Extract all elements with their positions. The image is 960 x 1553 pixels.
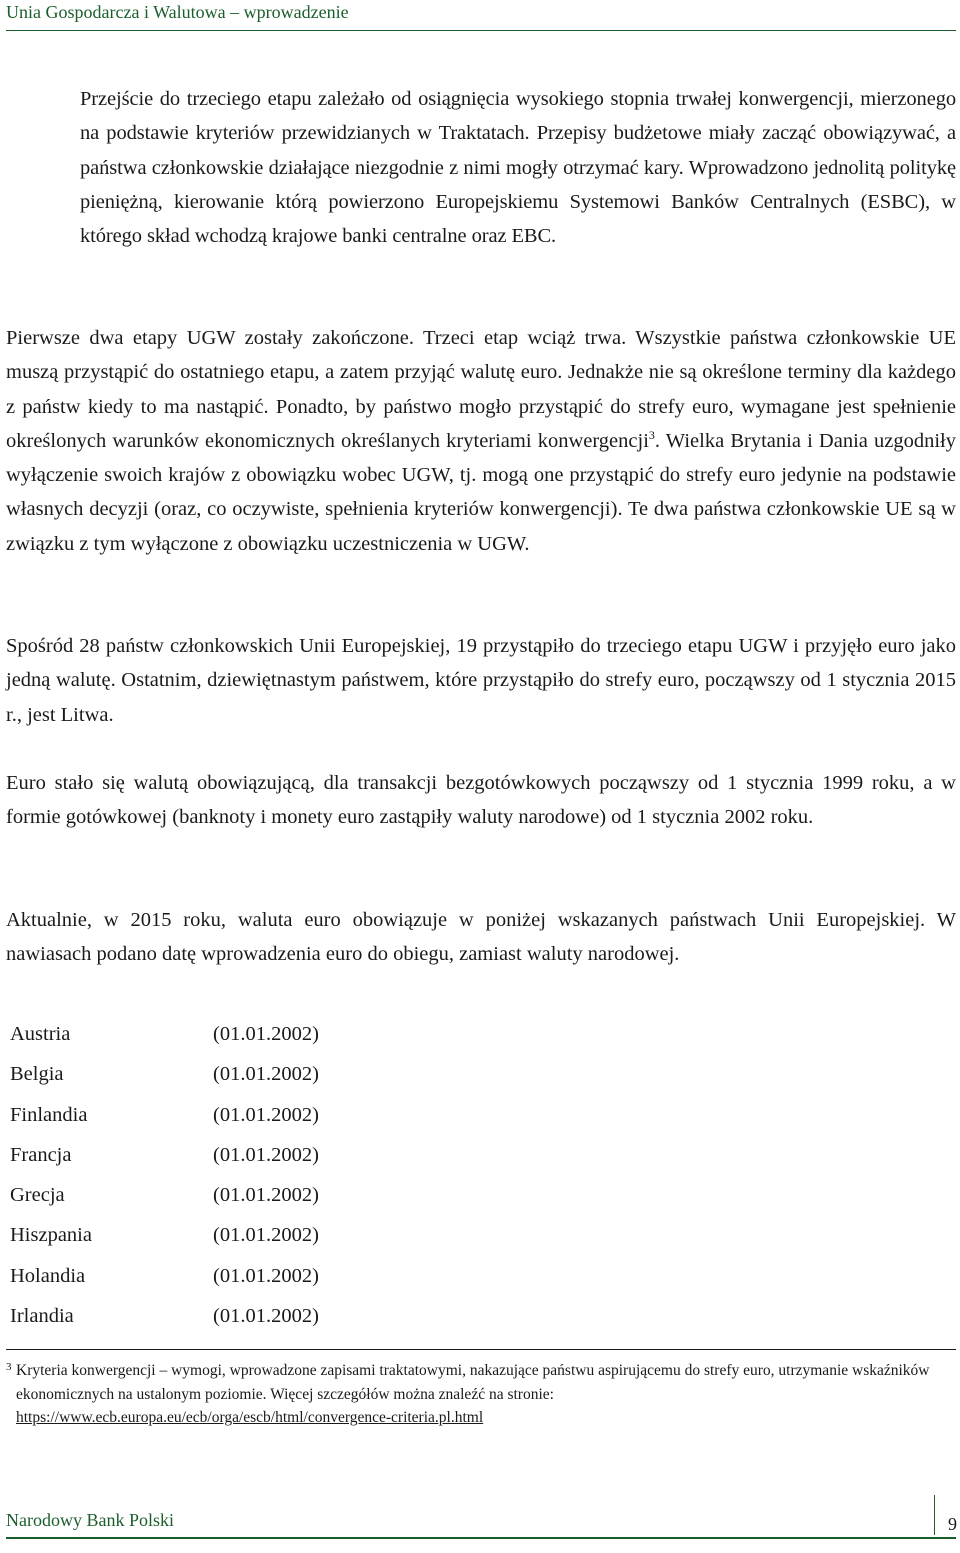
country-name: Belgia [10,1063,64,1086]
list-item [10,1017,410,1057]
country-list [10,1017,410,1339]
list-item [10,1178,410,1218]
country-name: Hiszpania [10,1224,92,1247]
paragraph-current-eurozone: Aktualnie, w 2015 roku, waluta euro obowiązuje w poniżej wskazanych państwach Unii Europejskiej. W nawiasach podano datę wprowadzenia euro do obiegu, zamiast waluty narodowej. [6,909,956,966]
country-name: Francja [10,1143,72,1166]
country-date: (01.01.2002) [213,1264,319,1287]
country-date: (01.01.2002) [213,1103,319,1126]
country-name: Austria [10,1023,71,1045]
footnote-body: Kryteria konwergencji – wymogi, wprowadzone zapisami traktatowymi, nakazujące państwu aspirującemu do strefy euro, utrzymanie wskaźników ekonomicznych na ustalonym poziomie. Więcej szczegółów można znaleźć na stronie: [16,1362,930,1403]
page-number: 9 [934,1495,957,1535]
list-item [10,1218,410,1258]
paragraph-stages-status [6,321,956,561]
country-name: Irlandia [10,1305,74,1328]
list-item [10,1138,410,1178]
country-date: (01.01.2002) [213,1143,319,1166]
paragraph-member-states: Spośród 28 państw członkowskich Unii Europejskiej, 19 przystąpiło do trzeciego etapu UGW i przyjęło euro jako jedną walutę. Ostatnim, dziewiętnastym państwem, które przystąpiło do strefy euro, począwszy od 1 stycznia 2015 r., jest Litwa. [6,635,956,726]
paragraph-stages-text-b: . Wielka Brytania i Dania uzgodniły wyłączenie swoich krajów z obowiązku wobec UGW, tj. mogą one przystąpić do strefy euro jedynie na podstawie własnych decyzji (oraz, co oczywiste, spełnienia kryteriów konwergencji). Te dwa państwa członkowskie UE są w związku z tym wyłączone z obowiązku uczestniczenia w UGW. [6,429,957,555]
country-date: (01.01.2002) [213,1224,319,1247]
footnote-number: 3 [6,1361,12,1373]
list-item [10,1259,410,1299]
footnote-text [16,1359,941,1430]
country-date: (01.01.2002) [213,1305,319,1328]
header-title: Unia Gospodarcza i Walutowa – wprowadzenie [6,2,349,22]
country-name: Finlandia [10,1103,88,1126]
country-name: Grecja [10,1184,65,1207]
footnote [6,1359,941,1430]
list-item [10,1057,410,1097]
footnote-divider [6,1349,956,1350]
footnote-reference[interactable]: 3 [648,428,655,443]
country-name: Holandia [10,1264,86,1287]
country-date: (01.01.2002) [213,1063,319,1086]
page-header [6,0,956,31]
country-date: (01.01.2002) [213,1184,319,1207]
footnote-link[interactable]: https://www.ecb.europa.eu/ecb/orga/escb/html/convergence-criteria.pl.html [16,1409,484,1427]
country-date: (01.01.2002) [213,1023,319,1045]
footer-publisher: Narodowy Bank Polski [6,1510,174,1530]
paragraph-third-stage: Przejście do trzeciego etapu zależało od osiągnięcia wysokiego stopnia trwałej konwergencji, mierzonego na podstawie kryteriów przewidzianych w Traktatach. Przepisy budżetowe miały zacząć obowiązywać, a państwa członkowskie działające niezgodnie z nimi mogły otrzymać kary. Wprowadzono jednolitą politykę pieniężną, kierowanie którą powierzono Europejskiemu Systemowi Banków Centralnych (ESBC), w którego skład wchodzą krajowe banki centralne oraz EBC. [80,88,956,248]
list-item [10,1098,410,1138]
paragraph-euro-introduction: Euro stało się walutą obowiązującą, dla transakcji bezgotówkowych począwszy od 1 stycznia 1999 roku, a w formie gotówkowej (banknoty i monety euro zastąpiły waluty narodowe) od 1 stycznia 2002 roku. [6,772,956,829]
list-item [10,1299,410,1339]
paragraph-stages-text-a: Pierwsze dwa etapy UGW zostały zakończone. Trzeci etap wciąż trwa. Wszystkie państwa członkowskie UE muszą przystąpić do ostatniego etapu, a zatem przyjąć walutę euro. Jednakże nie są określone terminy dla każdego z państw kiedy to ma nastąpić. Ponadto, by państwo mogło przystąpić do strefy euro, wymagane jest spełnienie określonych warunków ekonomicznych określanych kryteriami konwergencji [6,327,956,452]
